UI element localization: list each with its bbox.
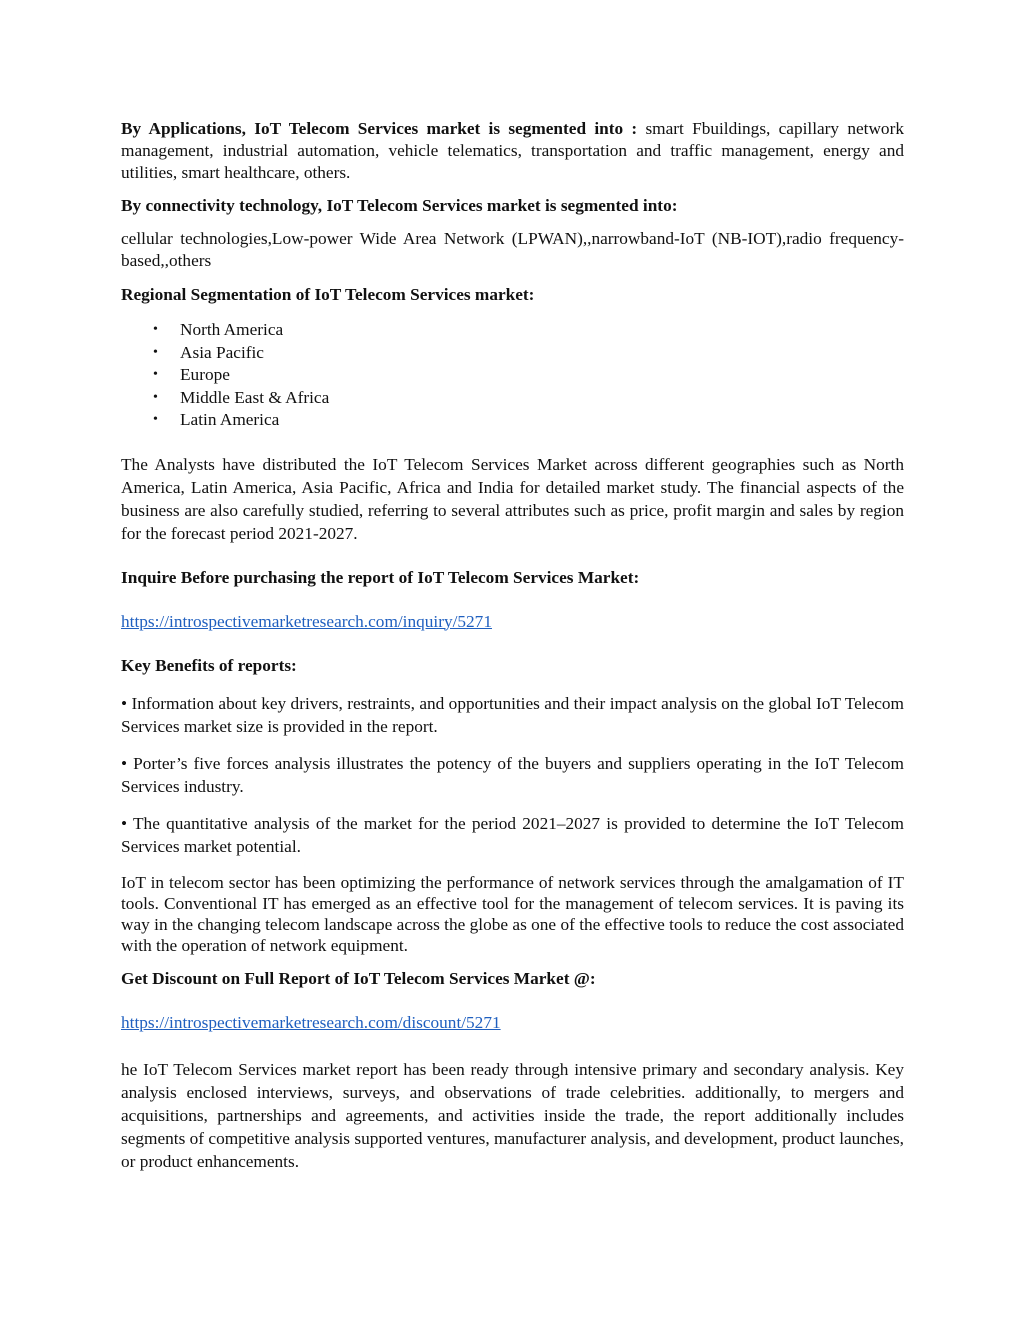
region-label: North America <box>180 320 284 339</box>
list-item <box>153 409 904 432</box>
bullet-icon: • <box>153 389 158 405</box>
bullet-icon: • <box>153 412 158 427</box>
region-label: Europe <box>180 365 230 384</box>
discount-link-row <box>121 1012 904 1034</box>
inquiry-link[interactable]: https://introspectivemarketresearch.com/inquiry/5271 <box>121 611 492 631</box>
discount-heading-text: Get Discount on Full Report of IoT Telecom Services Market @: <box>121 968 596 988</box>
document-page <box>121 118 904 1173</box>
benefit-item: • The quantitative analysis of the market for the period 2021–2027 is provided to determine the IoT Telecom Services market potential. <box>121 813 904 856</box>
bullet-icon: • <box>153 344 158 360</box>
closing-paragraph: he IoT Telecom Services market report has been ready through intensive primary and secondary analysis. Key analysis enclosed interviews, surveys, and observations of trade celebrities. additionally, to mergers and acquisitions, partnerships and agreements, and activities inside the trade, the report additionally includes segments of competitive analysis supported ventures, manufacturer analysis, and development, product launches, or product enhancements. <box>121 1059 904 1171</box>
applications-heading: By Applications, IoT Telecom Services market is segmented into : <box>121 119 638 138</box>
region-label: Asia Pacific <box>180 342 264 362</box>
bullet-icon: • <box>153 367 158 382</box>
applications-text: smart Fbuildings, capillary network management, industrial automation, vehicle telematics, transportation and traffic management, energy and utilities, smart healthcare, others. <box>121 119 904 182</box>
discount-link[interactable]: https://introspectivemarketresearch.com/discount/5271 <box>121 1012 501 1032</box>
benefits-heading <box>121 655 904 677</box>
regions-list <box>121 319 904 432</box>
list-item <box>153 364 904 387</box>
benefit-item: • Porter’s five forces analysis illustrates the potency of the buyers and suppliers operating in the IoT Telecom Services industry. <box>121 753 904 796</box>
applications-paragraph <box>121 118 904 184</box>
regional-heading-text: Regional Segmentation of IoT Telecom Services market: <box>121 285 535 304</box>
connectivity-heading-text: By connectivity technology, IoT Telecom Services market is segmented into: <box>121 196 678 215</box>
connectivity-text: cellular technologies,Low-power Wide Area Network (LPWAN),,narrowband-IoT (NB-IOT),radio frequency-based,,others <box>121 229 904 270</box>
analysts-paragraph: The Analysts have distributed the IoT Telecom Services Market across different geographies such as North America, Latin America, Asia Pacific, Africa and India for detailed market study. The financial aspects of the business are also carefully studied, referring to several attributes such as price, profit margin and sales by region for the forecast period 2021-2027. <box>121 454 904 543</box>
benefits-heading-text: Key Benefits of reports: <box>121 655 297 675</box>
list-item <box>153 342 904 365</box>
telecom-paragraph: IoT in telecom sector has been optimizing the performance of network services through the amalgamation of IT tools. Conventional IT has emerged as an effective tool for the management of telecom services. It is paving its way in the changing telecom landscape across the globe as one of the effective tools to reduce the cost associated with the operation of network equipment. <box>121 872 904 956</box>
inquire-link-row <box>121 611 904 633</box>
connectivity-heading <box>121 195 904 217</box>
inquire-heading <box>121 567 904 589</box>
inquire-heading-text: Inquire Before purchasing the report of IoT Telecom Services Market: <box>121 567 640 587</box>
discount-heading <box>121 968 904 990</box>
benefit-item: • Information about key drivers, restraints, and opportunities and their impact analysis on the global IoT Telecom Services market size is provided in the report. <box>121 693 904 736</box>
regional-heading <box>121 284 904 306</box>
list-item <box>153 387 904 410</box>
bullet-icon: • <box>153 322 158 337</box>
list-item <box>153 319 904 342</box>
region-label: Latin America <box>180 410 280 429</box>
region-label: Middle East & Africa <box>180 387 330 407</box>
